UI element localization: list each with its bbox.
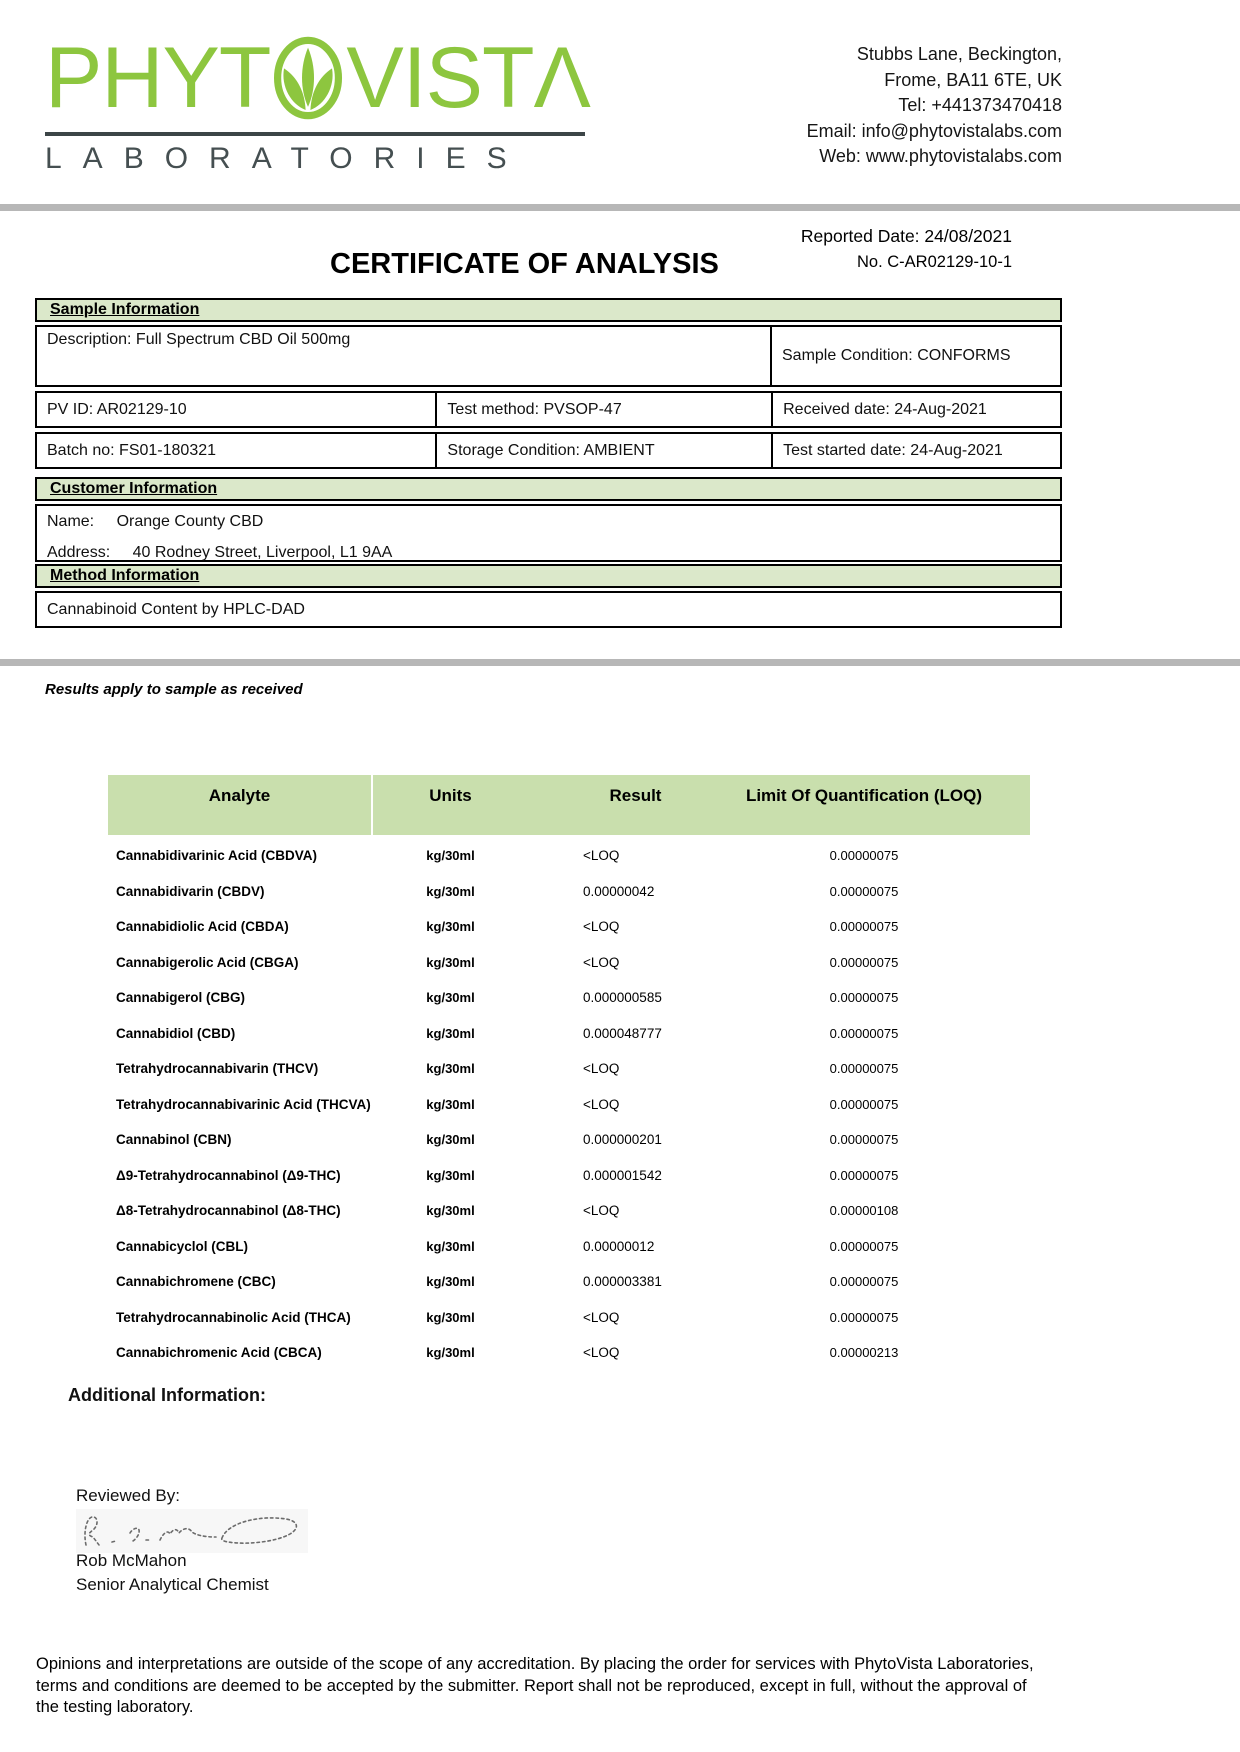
- analyte-cell: Cannabigerolic Acid (CBGA): [116, 954, 299, 970]
- result-cell: <LOQ: [583, 848, 620, 864]
- footer-line-1: Opinions and interpretations are outside of the scope of any accreditation. By placing the order for services with PhytoVista Laboratories,: [36, 1655, 1034, 1673]
- logo-text-phyt: PHYT: [45, 30, 271, 126]
- contact-phone: Tel: +441373470418: [898, 95, 1062, 115]
- loq-cell: 0.00000075: [829, 919, 899, 935]
- units-cell: kg/30ml: [426, 1274, 475, 1290]
- customer-address-value: 40 Rodney Street, Liverpool, L1 9AA: [132, 544, 393, 561]
- customer-information-header: Customer Information: [35, 477, 1062, 501]
- lab-contact-info: [807, 42, 1062, 170]
- table-row: [108, 1016, 1030, 1052]
- result-cell: 0.000048777: [583, 1025, 662, 1041]
- table-row: [108, 1229, 1030, 1265]
- table-row: [108, 874, 1030, 910]
- header-divider-bar: [0, 204, 1240, 211]
- method-name: Cannabinoid Content by HPLC-DAD: [47, 600, 305, 618]
- analyte-cell: Δ9-Tetrahydrocannabinol (Δ9-THC): [116, 1167, 341, 1183]
- column-header-loq: Limit Of Quantification (LOQ): [745, 786, 983, 805]
- logo-text-vista: VISTΛ: [346, 30, 590, 126]
- column-header-result: Result: [609, 786, 662, 805]
- result-cell: <LOQ: [583, 1061, 620, 1077]
- result-cell: 0.000000585: [583, 990, 662, 1006]
- additional-information-label: Additional Information:: [68, 1385, 266, 1405]
- loq-cell: 0.00000075: [829, 1096, 899, 1112]
- analyte-cell: Tetrahydrocannabivarin (THCV): [116, 1061, 319, 1077]
- leaf-emblem-icon: [272, 29, 344, 127]
- sample-batch-row: [35, 432, 1062, 469]
- units-cell: kg/30ml: [426, 1238, 475, 1254]
- sample-information-header: Sample Information: [35, 298, 1062, 322]
- loq-cell: 0.00000075: [829, 883, 899, 899]
- reviewer-name: Rob McMahon: [76, 1551, 187, 1570]
- customer-name-label: Name:: [47, 513, 95, 530]
- customer-address-label: Address:: [47, 544, 111, 561]
- results-table-body: [108, 838, 1030, 1371]
- table-row: [108, 1193, 1030, 1229]
- loq-cell: 0.00000075: [829, 990, 899, 1006]
- analyte-cell: Tetrahydrocannabivarinic Acid (THCVA): [116, 1096, 371, 1112]
- result-cell: <LOQ: [583, 1345, 620, 1361]
- page-title: CERTIFICATE OF ANALYSIS: [330, 248, 719, 280]
- logo-wordmark: [45, 26, 590, 130]
- reviewed-by-label: Reviewed By:: [76, 1486, 180, 1505]
- loq-cell: 0.00000213: [829, 1345, 899, 1361]
- units-cell: kg/30ml: [426, 954, 475, 970]
- result-cell: <LOQ: [583, 1309, 620, 1325]
- loq-cell: 0.00000108: [829, 1203, 899, 1219]
- logo-divider: [45, 132, 585, 136]
- table-row: [108, 909, 1030, 945]
- analyte-cell: Cannabichromene (CBC): [116, 1274, 276, 1290]
- section-divider-bar: [0, 659, 1240, 666]
- reviewer-signature: [76, 1509, 308, 1553]
- table-row: [108, 838, 1030, 874]
- result-cell: 0.000001542: [583, 1167, 662, 1183]
- table-row: [108, 1122, 1030, 1158]
- column-header-units: Units: [429, 786, 472, 805]
- contact-web: Web: www.phytovistalabs.com: [819, 146, 1062, 166]
- analyte-cell: Cannabichromenic Acid (CBCA): [116, 1345, 322, 1361]
- test-method: Test method: PVSOP-47: [435, 393, 771, 426]
- test-started-date: Test started date: 24-Aug-2021: [771, 434, 1060, 467]
- units-cell: kg/30ml: [426, 919, 475, 935]
- reviewer-title: Senior Analytical Chemist: [76, 1575, 269, 1594]
- units-cell: kg/30ml: [426, 848, 475, 864]
- analyte-cell: Cannabidiolic Acid (CBDA): [116, 919, 289, 935]
- result-cell: 0.00000012: [583, 1238, 655, 1254]
- table-row: [108, 1300, 1030, 1336]
- phytovista-logo: [45, 26, 590, 176]
- results-table: [108, 775, 1030, 1371]
- customer-information-cell: [35, 504, 1062, 562]
- analyte-cell: Cannabigerol (CBG): [116, 990, 246, 1006]
- sample-description: Description: Full Spectrum CBD Oil 500mg: [47, 331, 351, 348]
- method-information-cell: [35, 591, 1062, 628]
- analyte-cell: Cannabidivarin (CBDV): [116, 883, 265, 899]
- analyte-cell: Δ8-Tetrahydrocannabinol (Δ8-THC): [116, 1203, 341, 1219]
- received-date: Received date: 24-Aug-2021: [771, 393, 1060, 426]
- units-cell: kg/30ml: [426, 1309, 475, 1325]
- results-note: Results apply to sample as received: [45, 681, 303, 698]
- customer-name-value: Orange County CBD: [116, 513, 264, 530]
- units-cell: kg/30ml: [426, 1203, 475, 1219]
- table-row: [108, 980, 1030, 1016]
- customer-address-line: [47, 544, 1060, 562]
- sample-condition: Sample Condition: CONFORMS: [770, 327, 1060, 385]
- footer-disclaimer: [36, 1654, 1206, 1719]
- units-cell: kg/30ml: [426, 1132, 475, 1148]
- loq-cell: 0.00000075: [829, 954, 899, 970]
- footer-line-2: terms and conditions are deemed to be accepted by the submitter. Report shall not be reproduced, except in full, without the approval of: [36, 1676, 1027, 1695]
- pv-id: PV ID: AR02129-10: [47, 400, 187, 418]
- info-sections: [35, 298, 1062, 632]
- column-header-analyte: Analyte: [108, 775, 373, 835]
- logo-subtitle: LABORATORIES: [45, 142, 528, 175]
- table-row: [108, 945, 1030, 981]
- units-cell: kg/30ml: [426, 990, 475, 1006]
- report-number: No. C-AR02129-10-1: [857, 253, 1012, 271]
- sample-description-row: [35, 325, 1062, 387]
- loq-cell: 0.00000075: [829, 1309, 899, 1325]
- loq-cell: 0.00000075: [829, 1167, 899, 1183]
- storage-condition: Storage Condition: AMBIENT: [435, 434, 771, 467]
- result-cell: 0.000000201: [583, 1132, 662, 1148]
- result-cell: <LOQ: [583, 1203, 620, 1219]
- units-cell: kg/30ml: [426, 1096, 475, 1112]
- loq-cell: 0.00000075: [829, 1238, 899, 1254]
- sample-ids-row: [35, 391, 1062, 428]
- batch-no: Batch no: FS01-180321: [47, 441, 217, 459]
- units-cell: kg/30ml: [426, 1345, 475, 1361]
- units-cell: kg/30ml: [426, 1025, 475, 1041]
- analyte-cell: Cannabidiol (CBD): [116, 1025, 236, 1041]
- method-information-header: Method Information: [35, 564, 1062, 588]
- results-table-header: [108, 775, 1030, 835]
- table-row: [108, 1158, 1030, 1194]
- analyte-cell: Cannabinol (CBN): [116, 1132, 232, 1148]
- result-cell: 0.00000042: [583, 883, 655, 899]
- result-cell: <LOQ: [583, 954, 620, 970]
- loq-cell: 0.00000075: [829, 848, 899, 864]
- customer-name-line: [47, 513, 1060, 531]
- analyte-cell: Cannabidivarinic Acid (CBDVA): [116, 848, 318, 864]
- units-cell: kg/30ml: [426, 1167, 475, 1183]
- loq-cell: 0.00000075: [829, 1025, 899, 1041]
- result-cell: <LOQ: [583, 919, 620, 935]
- units-cell: kg/30ml: [426, 883, 475, 899]
- result-cell: <LOQ: [583, 1096, 620, 1112]
- table-row: [108, 1051, 1030, 1087]
- result-cell: 0.000003381: [583, 1274, 662, 1290]
- table-row: [108, 1087, 1030, 1123]
- analyte-cell: Tetrahydrocannabinolic Acid (THCA): [116, 1309, 351, 1325]
- contact-address-line1: Stubbs Lane, Beckington,: [856, 44, 1062, 64]
- contact-address-line2: Frome, BA11 6TE, UK: [884, 69, 1062, 90]
- table-row: [108, 1264, 1030, 1300]
- loq-cell: 0.00000075: [829, 1274, 899, 1290]
- reported-date: Reported Date: 24/08/2021: [800, 226, 1012, 246]
- footer-line-3: the testing laboratory.: [36, 1698, 194, 1716]
- loq-cell: 0.00000075: [829, 1061, 899, 1077]
- contact-email: Email: info@phytovistalabs.com: [806, 120, 1062, 141]
- units-cell: kg/30ml: [426, 1061, 475, 1077]
- analyte-cell: Cannabicyclol (CBL): [116, 1238, 249, 1254]
- table-row: [108, 1335, 1030, 1371]
- loq-cell: 0.00000075: [829, 1132, 899, 1148]
